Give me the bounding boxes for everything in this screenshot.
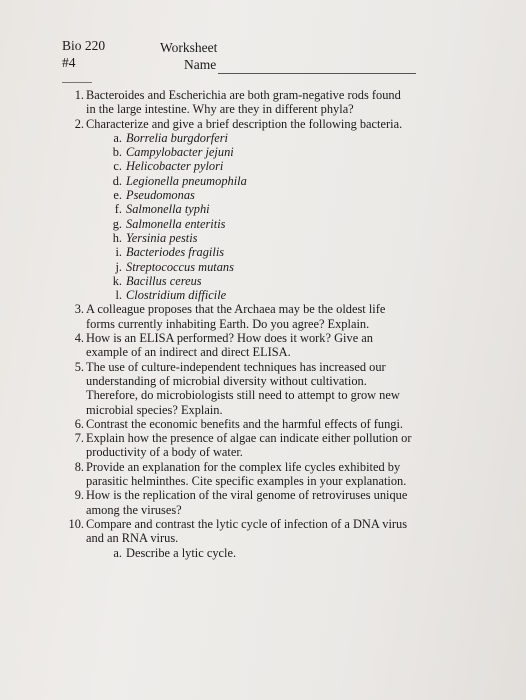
subquestion-letter: l. <box>115 288 122 303</box>
course-code: Bio 220 <box>62 38 106 53</box>
subquestion-list <box>86 546 412 560</box>
subquestion-item <box>86 546 412 560</box>
subquestion-item <box>86 188 412 202</box>
subquestion-letter: f. <box>114 202 122 217</box>
subquestion-letter: a. <box>113 130 122 145</box>
subquestion-item <box>86 260 412 274</box>
question-item <box>62 460 412 489</box>
question-item <box>62 302 412 331</box>
question-item <box>62 117 412 303</box>
subquestion-item <box>86 145 412 159</box>
question-number: 9. <box>74 488 84 503</box>
question-text: Characterize and give a brief description the following bacteria. <box>86 116 403 131</box>
subquestion-letter: j. <box>115 259 122 274</box>
question-number: 3. <box>74 302 84 317</box>
question-text: How is an ELISA performed? How does it work? Give an example of an indirect and direct ELISA. <box>86 331 373 360</box>
question-text: Compare and contrast the lytic cycle of infection of a DNA virus and an RNA virus. <box>86 516 408 546</box>
subquestion-text: Salmonella typhi <box>126 202 210 217</box>
question-text: Contrast the economic benefits and the harmful effects of fungi. <box>86 416 404 431</box>
question-item <box>62 488 412 517</box>
question-item <box>62 360 412 417</box>
subquestion-letter: d. <box>112 173 122 188</box>
question-text: Provide an explanation for the complex life cycles exhibited by parasitic helminthes. Cite specific examples in your explanation. <box>86 459 407 489</box>
name-blank-line <box>218 73 416 74</box>
question-number: 8. <box>74 459 84 474</box>
subquestion-item <box>86 288 412 302</box>
question-item <box>62 417 412 431</box>
subquestion-letter: e. <box>113 188 122 203</box>
question-text: Bacteroides and Escherichia are both gram-negative rods found in the large intestine. Why are they in different phyla? <box>86 88 401 117</box>
question-number: 1. <box>74 88 84 102</box>
subquestion-item <box>86 217 412 231</box>
subquestion-list <box>86 131 412 303</box>
question-text: How is the replication of the viral genome of retroviruses unique among the viruses? <box>86 488 408 517</box>
subquestion-text: Streptococcus mutans <box>126 259 234 274</box>
subquestion-item <box>86 274 412 288</box>
question-number: 10. <box>68 516 84 531</box>
subquestion-letter: b. <box>112 145 122 160</box>
question-number: 2. <box>74 116 84 131</box>
subquestion-letter: k. <box>112 273 122 288</box>
subquestion-text: Pseudomonas <box>126 188 195 203</box>
subquestion-text: Bacteriodes fragilis <box>126 245 225 260</box>
question-item <box>62 517 412 560</box>
subquestion-item <box>86 174 412 188</box>
question-number: 4. <box>74 331 84 346</box>
subquestion-text: Borrelia burgdorferi <box>126 130 228 145</box>
question-item <box>62 331 412 360</box>
question-text: Explain how the presence of algae can indicate either pollution or productivity of a body of water. <box>86 431 412 460</box>
worksheet-number: #4 <box>62 55 76 70</box>
question-number: 7. <box>74 431 84 446</box>
subquestion-text: Campylobacter jejuni <box>126 145 234 160</box>
subquestion-text: Clostridium difficile <box>126 288 227 303</box>
subquestion-item <box>86 131 412 145</box>
subquestion-letter: h. <box>112 230 122 245</box>
subquestion-text: Legionella pneumophila <box>126 173 247 188</box>
name-label: Name <box>184 57 217 72</box>
subquestion-text: Yersinia pestis <box>126 230 198 245</box>
question-number: 6. <box>74 416 84 431</box>
subquestion-text: Bacillus cereus <box>126 273 202 288</box>
subquestion-item <box>86 159 412 173</box>
question-text: A colleague proposes that the Archaea may be the oldest life forms currently inhabiting Earth. Do you agree? Explain. <box>86 302 386 331</box>
subquestion-letter: c. <box>113 159 122 174</box>
subquestion-letter: i. <box>115 245 122 260</box>
question-item <box>62 431 412 460</box>
subquestion-text: Helicobacter pylori <box>126 159 224 174</box>
header-divider <box>62 82 92 83</box>
question-list <box>62 88 412 560</box>
page-title: Worksheet <box>160 40 218 55</box>
subquestion-item <box>86 231 412 245</box>
subquestion-letter: g. <box>112 216 122 231</box>
subquestion-letter: a. <box>113 545 122 560</box>
question-text: The use of culture-independent techniques has increased our understanding of microbial diversity without cultivation. Therefore, do microbiologists still need to attempt to grow new microbial species? Explain. <box>86 359 400 417</box>
subquestion-item <box>86 202 412 216</box>
question-item <box>62 88 412 117</box>
subquestion-item <box>86 245 412 259</box>
subquestion-text: Describe a lytic cycle. <box>126 545 237 560</box>
subquestion-text: Salmonella enteritis <box>126 216 226 231</box>
question-number: 5. <box>74 359 84 374</box>
